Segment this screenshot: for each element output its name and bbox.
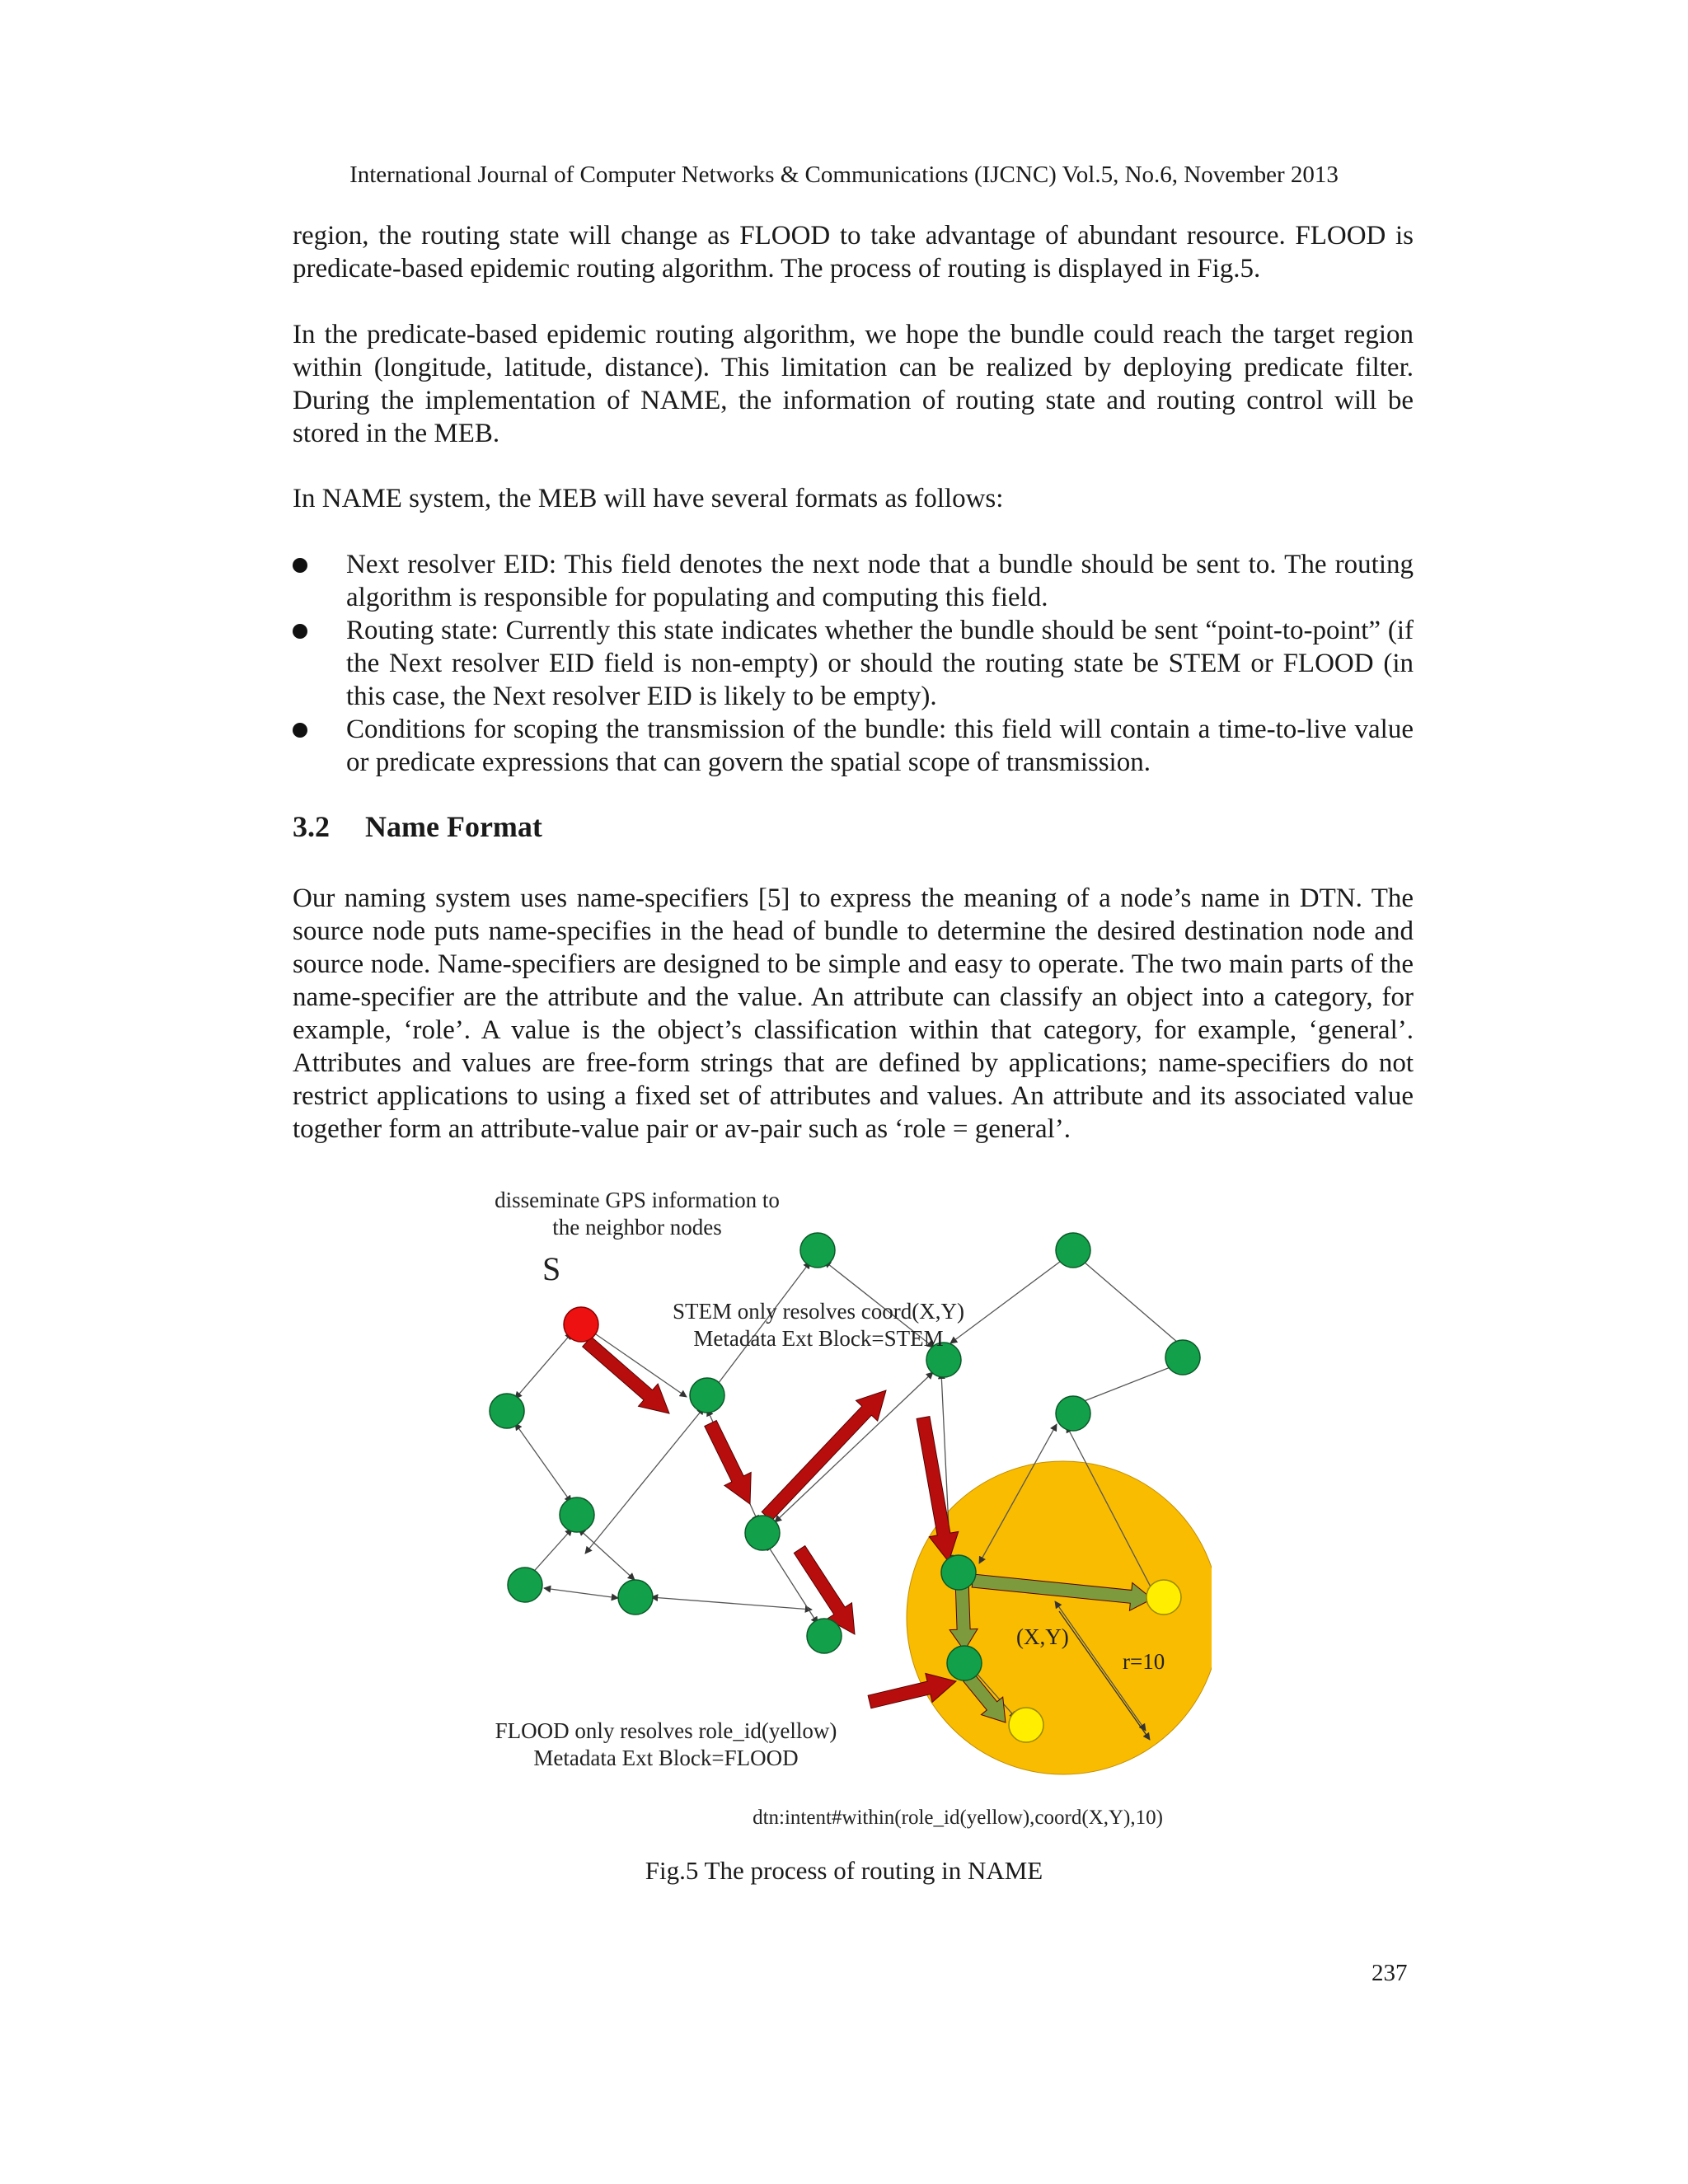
list-item — [293, 713, 1414, 779]
paragraph-1: region, the routing state will change as FLOOD to take advantage of abundant resource. FLOOD is predicate-based epidemic routing algorithm. The process of routing is displayed in Fig.5. — [293, 221, 1414, 284]
bullet-dot-icon — [293, 723, 307, 738]
network-node — [745, 1516, 780, 1550]
routing-diagram — [486, 1183, 1212, 1842]
figure-caption: Fig.5 The process of routing in NAME — [645, 1856, 1043, 1885]
page-number: 237 — [1372, 1960, 1408, 1986]
network-node — [941, 1555, 976, 1590]
stem-route-arrow — [705, 1421, 751, 1505]
network-node — [807, 1619, 842, 1653]
target-node-yellow — [1146, 1580, 1181, 1615]
source-node — [564, 1307, 598, 1342]
bullet-text: Next resolver EID: This field denotes the next node that a bundle should be sent to. The routing algorithm is responsible for populating and computing this field. — [346, 550, 1414, 612]
section-heading — [293, 809, 1414, 844]
network-node — [560, 1497, 594, 1532]
network-node — [1056, 1396, 1090, 1431]
radius-label: r=10 — [1123, 1649, 1165, 1674]
bullet-text: Routing state: Currently this state indicates whether the bundle should be sent “point-to-point” (if the Next resolver EID field is non-empty) or should the routing state be STEM or FLOOD (in this case, the Next resolver EID is likely to be empty). — [346, 616, 1414, 711]
flood-label-line2: Metadata Ext Block=FLOOD — [533, 1746, 799, 1770]
network-node — [508, 1568, 542, 1602]
gps-label-line1: disseminate GPS information to — [495, 1188, 780, 1212]
stem-route-arrow — [917, 1417, 959, 1562]
list-item — [293, 614, 1414, 713]
stem-label-line1: STEM only resolves coord(X,Y) — [673, 1299, 964, 1324]
network-node — [1056, 1233, 1090, 1268]
section-number: 3.2 — [293, 810, 330, 843]
stem-route-arrow — [583, 1337, 669, 1413]
flood-label-line1: FLOOD only resolves role_id(yellow) — [495, 1718, 837, 1743]
network-node — [618, 1580, 653, 1615]
source-label: S — [542, 1250, 561, 1287]
stem-label-line2: Metadata Ext Block=STEM — [693, 1326, 944, 1351]
paragraph-3: In NAME system, the MEB will have several formats as follows: — [293, 484, 1004, 513]
gps-label-line2: the neighbor nodes — [552, 1215, 722, 1240]
section-paragraph: Our naming system uses name-specifiers [5] to express the meaning of a node’s name in DTN. The source node puts name-specifies in the head of bundle to determine the desired destination node and source node. Name-specifiers are designed to be simple and easy to operate. The two main parts of the name-specifier are the attribute and the value. An attribute can classify an object into a category, for example, ‘role’. A value is the object’s classification within that category, for example, ‘general’. Attributes and values are free-form strings that are defined by applications; name-specifiers do not restrict applications to using a fixed set of attributes and values. An attribute and its associated value together form an attribute-value pair or av-pair such as ‘role = general’. — [293, 883, 1414, 1144]
intent-label: dtn:intent#within(role_id(yellow),coord(X,Y),10) — [753, 1807, 1163, 1829]
bullet-dot-icon — [293, 624, 307, 639]
network-node — [947, 1646, 982, 1680]
network-node — [800, 1233, 835, 1268]
format-list — [293, 548, 1414, 779]
stem-route-arrow — [762, 1390, 886, 1521]
center-label: (X,Y) — [1016, 1624, 1069, 1649]
target-region — [907, 1461, 1212, 1774]
network-node — [690, 1378, 724, 1413]
target-node-yellow — [1009, 1708, 1043, 1742]
section-title: Name Format — [365, 810, 542, 843]
network-node — [490, 1394, 524, 1428]
paragraph-2: In the predicate-based epidemic routing algorithm, we hope the bundle could reach the target region within (longitude, latitude, distance). This limitation can be realized by deploying predicate filter. During the implementation of NAME, the information of routing state and routing control will be stored in the MEB. — [293, 320, 1414, 448]
network-node — [1165, 1340, 1200, 1375]
bullet-text: Conditions for scoping the transmission of the bundle: this field will contain a time-to-live value or predicate expressions that can govern the spatial scope of transmission. — [346, 715, 1414, 777]
list-item — [293, 548, 1414, 614]
bullet-dot-icon — [293, 558, 307, 573]
journal-header: International Journal of Computer Networks & Communications (IJCNC) Vol.5, No.6, November 2013 — [349, 162, 1339, 188]
